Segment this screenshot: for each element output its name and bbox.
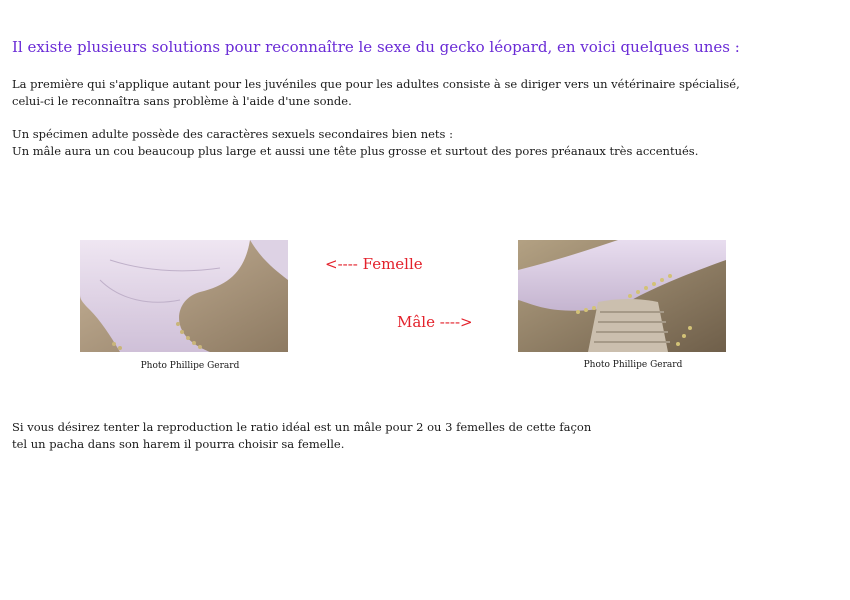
male-gecko-image (518, 240, 726, 352)
intro-line-1: La première qui s'applique autant pour les juvéniles que pour les adultes consiste à se diriger vers un vétérinaire spécialisé, (12, 77, 740, 91)
intro-paragraph (12, 76, 740, 110)
adult-line-1: Un spécimen adulte possède des caractères sexuels secondaires bien nets : (12, 127, 453, 141)
female-gecko-photo (80, 240, 288, 352)
male-gecko-photo (518, 240, 726, 352)
adult-characteristics-paragraph (12, 126, 698, 160)
reproduction-line-2: tel un pacha dans son harem il pourra choisir sa femelle. (12, 437, 345, 451)
intro-line-2: celui-ci le reconnaîtra sans problème à l'aide d'une sonde. (12, 94, 352, 108)
adult-line-2: Un mâle aura un cou beaucoup plus large et aussi une tête plus grosse et surtout des pores préanaux très accentués. (12, 144, 699, 158)
male-photo-caption: Photo Phillipe Gerard (583, 360, 683, 370)
page-title: Il existe plusieurs solutions pour reconnaître le sexe du gecko léopard, en voici quelques unes : (12, 38, 740, 56)
female-photo-caption: Photo Phillipe Gerard (140, 361, 240, 371)
male-arrow-label: Mâle ----> (397, 313, 473, 331)
reproduction-line-1: Si vous désirez tenter la reproduction le ratio idéal est un mâle pour 2 ou 3 femelles de cette façon (12, 420, 592, 434)
female-arrow-label: <---- Femelle (325, 255, 423, 273)
female-gecko-image (80, 240, 288, 352)
reproduction-paragraph (12, 419, 591, 453)
